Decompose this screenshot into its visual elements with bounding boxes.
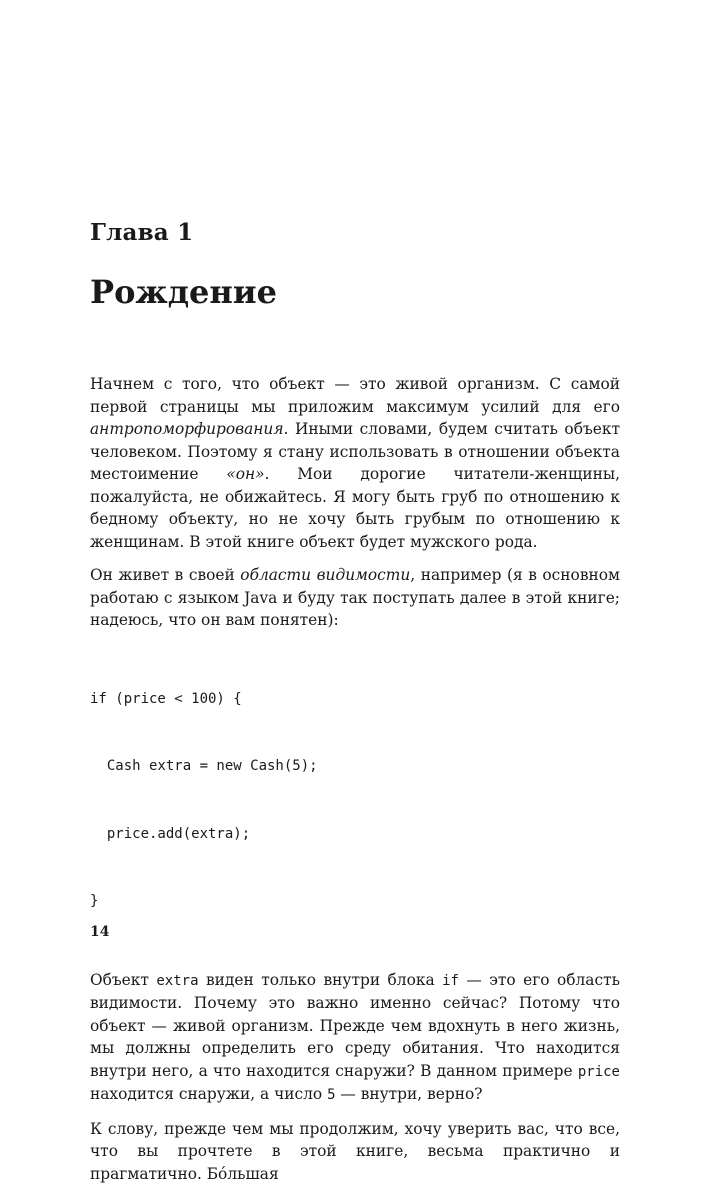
inline-code: 5: [327, 1087, 335, 1103]
text-run: , например (я в основном работаю с языком Java и буду так поступать далее в этой книге; надеюсь, что он вам понятен):: [90, 566, 620, 629]
chapter-label: Глава 1: [90, 219, 193, 246]
text-run: Он живет в своей: [90, 566, 240, 584]
text-run: Начнем с того, что объект — это живой организм. С самой первой страницы мы приложим максимум усилий для его: [90, 375, 620, 416]
paragraph: К слову, прежде чем мы продолжим, хочу уверить вас, что все, что вы прочтете в этой книге, весьма практично и прагматично. Бóльшая: [90, 1118, 620, 1185]
code-line: if (price < 100) {: [90, 688, 620, 711]
text-run: виден только внутри блока: [199, 971, 443, 989]
code-block: [90, 643, 620, 958]
text-run: . Иными словами, будем считать объект человеком. Поэтому я стану использовать в отношении объекта местоимение: [90, 420, 620, 483]
page-number: 14: [90, 924, 109, 940]
inline-code: price: [578, 1064, 620, 1080]
code-line: price.add(extra);: [90, 823, 620, 846]
code-line: Cash extra = new Cash(5);: [90, 755, 620, 778]
text-run: Объект: [90, 971, 156, 989]
paragraph: [90, 969, 620, 1107]
emphasis-term: области видимости: [240, 566, 410, 584]
text-run: . Мои дорогие читатели-женщины, пожалуйста, не обижайтесь. Я могу быть груб по отношению к бедному объекту, но не хочу быть грубым по отношению к женщинам. В этой книге объект будет мужского рода.: [90, 465, 620, 551]
code-line: }: [90, 890, 620, 913]
inline-code: if: [442, 973, 459, 989]
chapter-title: Рождение: [90, 273, 277, 311]
body-text: [90, 373, 620, 1185]
paragraph: [90, 564, 620, 632]
text-run: находится снаружи, а число: [90, 1085, 327, 1103]
emphasis-term: «он»: [226, 465, 264, 483]
text-run: — это его область видимости. Почему это важно именно сейчас? Потому что объект — живой организм. Прежде чем вдохнуть в него жизнь, мы должны определить его среду обитания. Что находится внутри него, а что находится снаружи? В данном примере: [90, 971, 620, 1080]
inline-code: extra: [156, 973, 198, 989]
book-page: [90, 0, 620, 1000]
paragraph: [90, 373, 620, 553]
emphasis-term: антропоморфирования: [90, 420, 284, 438]
text-run: — внутри, верно?: [336, 1085, 483, 1103]
